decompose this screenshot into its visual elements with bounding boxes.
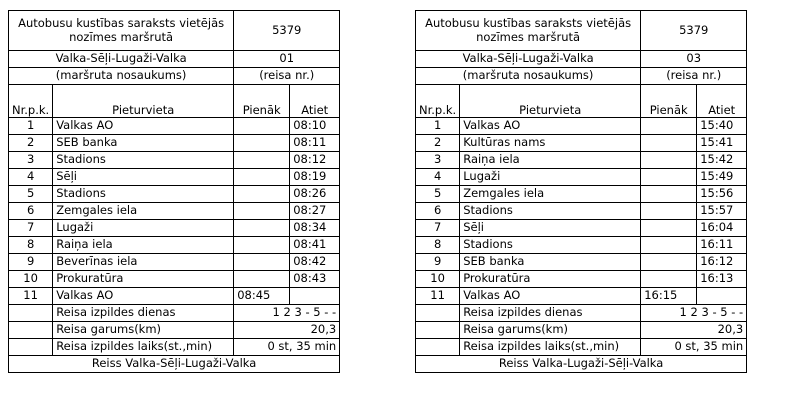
depart-time: 08:12 [290,152,340,169]
col-header-arrive: Pienāk [641,85,697,118]
depart-time: 16:11 [697,237,747,254]
depart-time: 08:42 [290,254,340,271]
arrive-time [234,203,290,220]
arrive-time [234,220,290,237]
stop-number: 9 [9,254,53,271]
days-label: Reisa izpildes dienas [53,305,234,322]
route-name: Valka-Sēļi-Lugaži-Valka [9,51,234,68]
stop-number: 8 [416,237,460,254]
stop-name: Prokuratūra [53,271,234,288]
trip-number: 01 [234,51,340,68]
length-label: Reisa garums(km) [53,322,234,339]
stop-name: Prokuratūra [460,271,641,288]
stop-number: 3 [9,152,53,169]
arrive-time [234,271,290,288]
arrive-time [234,237,290,254]
stop-number: 6 [9,203,53,220]
timetable-1 [8,10,340,373]
duration-value: 0 st, 35 min [234,339,340,356]
duration-label: Reisa izpildes laiks(st.,min) [53,339,234,356]
stop-number: 1 [416,118,460,135]
blank-cell [416,339,460,356]
arrive-time [234,186,290,203]
table-row [416,152,747,169]
depart-time: 15:57 [697,203,747,220]
col-header-stop: Pieturvieta [53,85,234,118]
stop-number: 5 [9,186,53,203]
timetable-title: Autobusu kustības saraksts vietējās nozīmes maršrutā [416,11,641,51]
stop-name: Stadions [53,186,234,203]
arrive-time [641,254,697,271]
depart-time: 15:40 [697,118,747,135]
stop-name: Zemgales iela [460,186,641,203]
depart-time: 08:43 [290,271,340,288]
table-row [416,135,747,152]
stop-name: Sēļi [53,169,234,186]
depart-time [290,288,340,305]
blank-cell [9,339,53,356]
stop-number: 5 [416,186,460,203]
table-row [416,237,747,254]
depart-time [697,288,747,305]
days-label: Reisa izpildes dienas [460,305,641,322]
days-value: 1 2 3 - 5 - - [641,305,747,322]
depart-time: 08:26 [290,186,340,203]
table-row [9,288,340,305]
col-header-number: Nr.p.k. [9,85,53,118]
table-row [9,203,340,220]
stop-number: 2 [416,135,460,152]
depart-time: 15:49 [697,169,747,186]
table-row [416,220,747,237]
table-row [416,288,747,305]
table-row [9,169,340,186]
table-row [416,118,747,135]
stop-number: 4 [9,169,53,186]
stop-number: 9 [416,254,460,271]
duration-label: Reisa izpildes laiks(st.,min) [460,339,641,356]
arrive-time [641,152,697,169]
table-row [9,186,340,203]
stop-name: Valkas AO [460,288,641,305]
depart-time: 08:11 [290,135,340,152]
depart-time: 15:56 [697,186,747,203]
days-value: 1 2 3 - 5 - - [234,305,340,322]
stop-name: SEB banka [460,254,641,271]
arrive-time [641,271,697,288]
table-row [9,152,340,169]
depart-time: 08:19 [290,169,340,186]
arrive-time [234,254,290,271]
depart-time: 08:27 [290,203,340,220]
col-header-depart: Atiet [697,85,747,118]
timetable-2 [415,10,747,373]
depart-time: 16:04 [697,220,747,237]
blank-cell [416,322,460,339]
stop-number: 7 [416,220,460,237]
blank-cell [9,322,53,339]
stop-name: Zemgales iela [53,203,234,220]
depart-time: 15:41 [697,135,747,152]
depart-time: 16:12 [697,254,747,271]
table-row [9,135,340,152]
stop-name: Raiņa iela [460,152,641,169]
trip-number-caption: (reisa nr.) [234,68,340,85]
stop-name: Kultūras nams [460,135,641,152]
route-name-caption: (maršruta nosaukums) [9,68,234,85]
col-header-stop: Pieturvieta [460,85,641,118]
table-row [9,220,340,237]
arrive-time [641,135,697,152]
depart-time: 15:42 [697,152,747,169]
col-header-number: Nr.p.k. [416,85,460,118]
stop-name: Lugaži [53,220,234,237]
stop-number: 8 [9,237,53,254]
stop-name: Stadions [460,203,641,220]
stop-number: 10 [9,271,53,288]
stop-name: Stadions [53,152,234,169]
stop-name: Valkas AO [460,118,641,135]
arrive-time [641,237,697,254]
trip-footer: Reiss Valka-Sēļi-Lugaži-Valka [9,356,340,373]
duration-value: 0 st, 35 min [641,339,747,356]
col-header-depart: Atiet [290,85,340,118]
depart-time: 08:10 [290,118,340,135]
stop-number: 7 [9,220,53,237]
arrive-time [234,135,290,152]
stop-number: 11 [416,288,460,305]
arrive-time [234,152,290,169]
route-code: 5379 [234,11,340,51]
stop-name: Stadions [460,237,641,254]
table-row [9,237,340,254]
length-value: 20,3 [234,322,340,339]
length-label: Reisa garums(km) [460,322,641,339]
stop-name: Beverīnas iela [53,254,234,271]
depart-time: 08:41 [290,237,340,254]
blank-cell [9,305,53,322]
timetable-title: Autobusu kustības saraksts vietējās nozīmes maršrutā [9,11,234,51]
stop-name: SEB banka [53,135,234,152]
trip-footer: Reiss Valka-Lugaži-Sēļi-Valka [416,356,747,373]
depart-time: 16:13 [697,271,747,288]
stop-number: 10 [416,271,460,288]
stop-number: 3 [416,152,460,169]
arrive-time [641,220,697,237]
arrive-time [234,169,290,186]
stop-number: 11 [9,288,53,305]
arrive-time [234,118,290,135]
table-row [416,169,747,186]
table-row [9,254,340,271]
trip-number: 03 [641,51,747,68]
table-row [9,118,340,135]
table-row [416,254,747,271]
stop-name: Lugaži [460,169,641,186]
table-row [416,271,747,288]
table-row [9,271,340,288]
table-row [416,203,747,220]
table-row [416,186,747,203]
stop-number: 6 [416,203,460,220]
length-value: 20,3 [641,322,747,339]
blank-cell [416,305,460,322]
arrive-time: 16:15 [641,288,697,305]
arrive-time [641,186,697,203]
trip-number-caption: (reisa nr.) [641,68,747,85]
route-name: Valka-Sēļi-Lugaži-Valka [416,51,641,68]
route-name-caption: (maršruta nosaukums) [416,68,641,85]
route-code: 5379 [641,11,747,51]
arrive-time [641,118,697,135]
stop-name: Valkas AO [53,288,234,305]
arrive-time [641,169,697,186]
stop-name: Sēļi [460,220,641,237]
arrive-time: 08:45 [234,288,290,305]
arrive-time [641,203,697,220]
stop-name: Raiņa iela [53,237,234,254]
stop-name: Valkas AO [53,118,234,135]
stop-number: 4 [416,169,460,186]
stop-number: 1 [9,118,53,135]
depart-time: 08:34 [290,220,340,237]
stop-number: 2 [9,135,53,152]
col-header-arrive: Pienāk [234,85,290,118]
